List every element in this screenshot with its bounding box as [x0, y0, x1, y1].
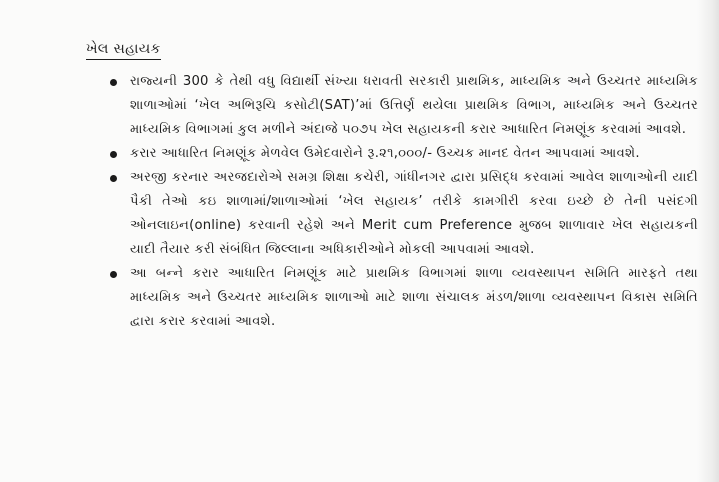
bullet-dot-icon — [110, 271, 117, 278]
page-edge-shadow — [697, 0, 719, 482]
bullet-list — [96, 70, 698, 334]
section-heading: ખેલ સહાયક — [86, 40, 161, 60]
bullet-text-2: કરાર આધારિત નિમણૂંક મેળવેલ ઉમેદવારોને રૂ.૨૧,૦૦૦/- ઉચ્ચક માનદ વેતન આપવામાં આવશે. — [130, 146, 640, 161]
bullet-text-3: અરજી કરનાર અરજદારોએ સમગ્ર શિક્ષા કચેરી, ગાંધીનગર દ્વારા પ્રસિદ્ધ કરવામાં આવેલ શાળાઓની યાદી પૈકી તેઓ કઇ શાળામાં/શાળાઓમાં ‘ખેલ સહાયક’ તરીકે કામગીરી કરવા ઇચ્છે છે તેની પસંદગી ઓનલાઇન(online) કરવાની રહેશે અને Merit cum Preference મુજબ શાળાવાર ખેલ સહાયકની યાદી તૈયાર કરી સંબંધિત જિલ્લાના અધિકારીઓને મોકલી આપવામાં આવશે. — [130, 170, 698, 257]
bullet-text-1: રાજ્યની 300 કે તેથી વધુ વિદ્યાર્થી સંખ્યા ધરાવતી સરકારી પ્રાથમિક, માધ્યમિક અને ઉચ્ચતર માધ્યમિક શાળાઓમાં ‘ખેલ અભિરૂચિ કસોટી(SAT)’માં ઉત્તિર્ણ થયેલા પ્રાથમિક વિભાગ, માધ્યમિક અને ઉચ્ચતર માધ્યમિક વિભાગમાં કુલ મળીને અંદાજે ૫૦૭૫ ખેલ સહાયકની કરાર આધારિત નિમણૂંક કરવામાં આવશે. — [130, 74, 698, 137]
bullet-item-1 — [96, 70, 698, 142]
bullet-dot-icon — [110, 79, 117, 86]
bullet-item-3 — [96, 166, 698, 262]
bullet-item-4 — [96, 262, 698, 334]
bullet-dot-icon — [110, 151, 117, 158]
bullet-text-4: આ બન્ને કરાર આધારિત નિમણૂંક માટે પ્રાથમિક વિભાગમાં શાળા વ્યવસ્થાપન સમિતિ મારફતે તથા માધ્યમિક અને ઉચ્ચતર માધ્યમિક શાળાઓ માટે શાળા સંચાલક મંડળ/શાળા વ્યવસ્થાપન વિકાસ સમિતિ દ્વારા કરાર કરવામાં આવશે. — [130, 266, 698, 329]
bullet-item-2 — [96, 142, 698, 166]
bullet-dot-icon — [110, 175, 117, 182]
